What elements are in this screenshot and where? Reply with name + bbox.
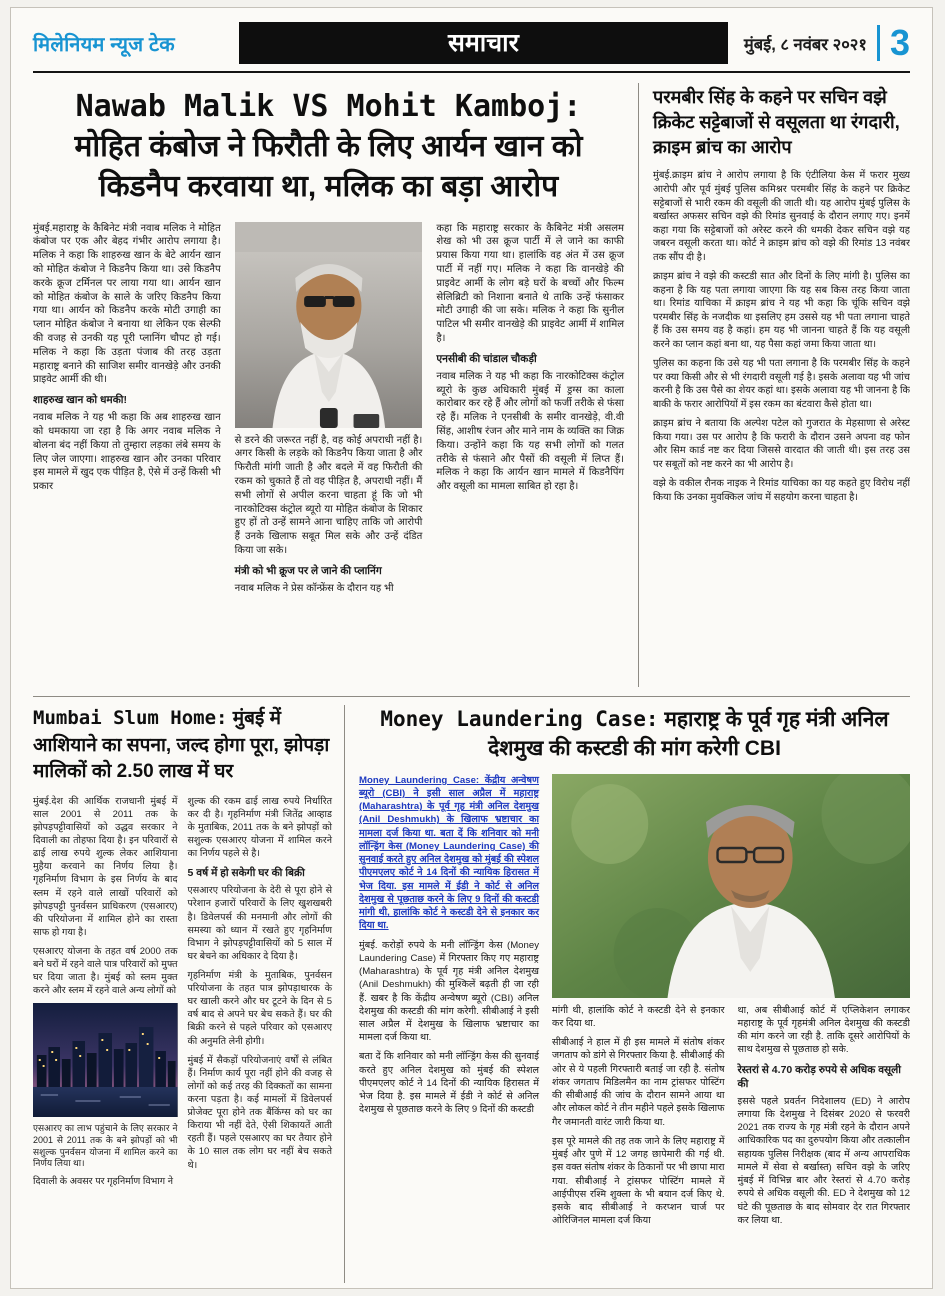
headline-cbi-hi: महाराष्ट्र के पूर्व गृह मंत्री अनिल देशमुख की कस्टडी की मांग करेगी CBI <box>488 708 889 761</box>
photo-anil-deshmukh <box>552 774 910 998</box>
subhead-5-varsh-bikri: 5 वर्ष में हो सकेगी घर की बिक्री <box>187 867 305 880</box>
lead-paragraph: Money Laundering Case: केंद्रीय अन्वेषण ब्यूरो (CBI) ने इसी साल अप्रैल में महाराष्ट्र (Maharashtra) के पूर्व गृह मंत्री अनिल देशमुख (Anil Deshmukh) के खिलाफ भ्रष्टाचार का मामला दर्ज किया था. बता दें कि शनिवार को मनी लॉन्ड्रिंग केस (Money Laundering Case) की सुनवाई करते हुए अनिल देशमुख को मुंबई की स्पेशल पीएमएलए कोर्ट ने 14 दिनों की न्यायिक हिरासत में भेज दिया. इस मामले में ईडी ने कोर्ट से अनिल देशमुख से पूछताछ करने के लिए 9 दिनों की कस्टडी मांगी थी, हालांकि कोर्ट ने कस्टडी देने से इनकार कर दिया था. <box>359 774 539 932</box>
section-banner: समाचार <box>239 22 728 64</box>
headline-main <box>39 87 618 208</box>
main-story-col-3 <box>436 222 624 602</box>
photo-caption: एसआरए का लाभ पहुंचाने के लिए सरकार ने 2001 से 2011 तक के बने झोपड़ों को भी सशुल्क पुनर्वसन योजना में शामिल करने का निर्णय लिया था। <box>33 1123 178 1169</box>
paragraph: मुंबई में सैकड़ों परियोजनाएं वर्षों से लंबित हैं। निर्माण कार्य पूरा नहीं होने की वजह से लोगों को कई तरह की दिक्कतों का सामना करना पड़ता है। कई मामलों में डिवेलपर्स प्रोजेक्ट पूरा होने तक बैंकिंग्स को घर का किराया भी नहीं देते, ऐसी शिकायतें आती रहती हैं। पहले एसआरए का घर तैयार होने के 10 साल तक लोग घर नहीं बेच सकते थे। <box>187 1054 332 1171</box>
paragraph: इससे पहले प्रवर्तन निदेशालय (ED) ने आरोप लगाया कि देशमुख ने दिसंबर 2020 से फरवरी 2021 तक राज्य के गृह मंत्री रहने के दौरान अपने आधिकारिक पद का दुरुपयोग किया और तत्कालीन सहायक पुलिस निरीक्षक (बाद में अन्य आपराधिक मामले में सेवा से बर्खास्त) सचिन वझे के जरिए मुंबई में विभिन्न बार और रेस्तरां से 4.70 करोड़ रुपये से अधिक वसूली की. ED ने देशमुख को 12 घंटे की पूछताछ के बाद सोमवार देर रात गिरफ्तार कर लिया था. <box>737 1095 910 1226</box>
headline-slum-hi: मुंबई में आशियाने का सपना, जल्द होगा पूरा, झोपड़ा मालिकों को 2.50 लाख में घर <box>33 708 330 783</box>
photo-nawab-malik <box>235 222 423 428</box>
paragraph: मुंबई.महाराष्ट्र के कैबिनेट मंत्री नवाब मलिक ने मोहित कंबोज पर एक और बेहद गंभीर आरोप लगाया है। मलिक ने कहा कि शाहरुख खान के बेटे आर्यन खान को मोहित कंबोज ने किडनैप किया था। उसे किडनैप करके क्रूज टर्मिनल पर लाया गया था। आर्यन खान को मोहित कंबोज के साले के जरिए किडनैप किया गया था। आर्यन को किडनैप करके मोटी उगाही का प्लान मोहित कंबोज ने बनाया था लेकिन एक सेल्फी की वजह से उनकी यह पूरी प्लानिंग चौपट हो गई। मलिक ने कहा कि उड़ता पंजाब की तरह उड़ता महाराष्ट्र बनाने की साजिश समीर वानखेड़े और उनकी प्राइवेट आर्मी की थी। <box>33 222 221 386</box>
dateline: मुंबई, ८ नवंबर २०२१ <box>743 35 867 54</box>
paragraph: कहा कि महाराष्ट्र सरकार के कैबिनेट मंत्री असलम शेख को भी उस क्रूज पार्टी में ले जाने का काफी प्रयास किया गया था। हालांकि वह अंत में उस क्रूज पार्टी में नहीं गए। मलिक ने कहा कि वानखेड़े की प्राइवेट आर्मी के लोग बड़े घरों के बच्चों और फिल्म सेलिब्रिटी को निशाना बनाते थे ताकि उन्हें फंसाकर मोटी उगाही की जा सके। मलिक ने कहा कि सुनील पाटिल भी समीर वानखेड़े की प्राइवेट आर्मी में शामिल है। <box>436 222 625 344</box>
paragraph: गृहनिर्माण मंत्री के मुताबिक, पुनर्वसन परियोजना के तहत पात्र झोपड़ाधारक के घर खाली करने और घर टूटने के दिन से 5 वर्ष बाद से अपने घर बेच सकते हैं। घर की बिक्री करने से पहले परिवार को एसआरए की अनुमति लेनी होगी। <box>187 969 332 1047</box>
paragraph: मुंबई.क्राइम ब्रांच ने आरोप लगाया है कि एंटीलिया केस में फरार मुख्य आरोपी और पूर्व मुंबई पुलिस कमिश्नर परमबीर सिंह के कहने पर क्रिकेट सट्टेबाजों से भारी रकम की वसूली की जाती थी। यह आरोप मुंबई पुलिस के बर्खास्त अफसर सचिन वझे की रिमांड सुनवाई के दौरान लगाए गए। इनमें कहा गया कि सट्टेबाजों को अरेस्ट करने की धमकी देकर सचिन वझे यह जबरन वसूली करता था। कोर्ट ने क्राइम ब्रांच को वझे की रिमांड 13 नवंबर तक सौंप दी है। <box>653 170 910 263</box>
story-nawab-malik <box>33 83 639 687</box>
section-divider <box>33 696 910 697</box>
main-story-columns <box>33 222 624 602</box>
cbi-col-2 <box>552 1004 725 1234</box>
masthead <box>33 22 910 73</box>
paragraph: दिवाली के अवसर पर गृहनिर्माण विभाग ने <box>33 1176 174 1188</box>
headline-main-en: Nawab Malik VS Mohit Kamboj: <box>75 89 582 124</box>
subhead-shahrukh-dhamki: शाहरुख खान को धमकी! <box>33 394 127 407</box>
paragraph: वझे के वकील रौनक नाइक ने रिमांड याचिका का यह कहते हुए विरोध नहीं किया कि उनका मुवक्किल जांच में सहयोग करना चाहता है। <box>653 478 910 503</box>
paragraph: सीबीआई ने हाल में ही इस मामले में संतोष शंकर जगताप को डांगे से गिरफ्तार किया है. सीबीआई की ओर से ये पहली गिरफ्तारी बताई जा रही है. संतोष शंकर जगताप मिडिलमैन का नाम ट्रांसफर पोस्टिंग की सीबीआई की जांच के दौरान सामने आया था और लोकल कोर्ट ने तीन महीने पहले इसके खिलाफ गैर जमानती वारंट जारी किया था. <box>552 1037 725 1128</box>
slum-story-columns <box>33 795 332 1195</box>
main-story-col-1 <box>33 222 221 602</box>
paragraph: नवाब मलिक ने यह भी कहा कि नारकोटिक्स कंट्रोल ब्यूरो के कुछ अधिकारी मुंबई में ड्रग्स का काला कारोबार कर रहे हैं और लोगों को फर्जी तरीके से फंसा रहे हैं। मलिक ने एनसीबी के समीर वानखेड़े, वी.वी सिंह, आशीष रंजन और माने नाम के व्यक्ति का जिक्र किया। उन्होंने कहा कि यह सभी लोगों को गलत तरीके से फंसाने और पैसों की वसूली में लिप्त हैं। मलिक ने कहा कि आर्यन खान मामले में किडनैपिंग और वसूली का मामला साबित हो रहा है। <box>436 370 625 493</box>
paragraph: नवाब मलिक ने प्रेस कॉन्फ्रेंस के दौरान यह भी <box>234 582 394 594</box>
bottom-section <box>33 705 910 1283</box>
paragraph: मांगी थी, हालांकि कोर्ट ने कस्टडी देने से इनकार कर दिया था. <box>552 1004 725 1030</box>
slum-col-2 <box>188 795 333 1195</box>
story-money-laundering-cbi <box>345 705 910 1283</box>
cbi-text-columns <box>552 1004 910 1234</box>
paragraph: पुलिस का कहना कि उसे यह भी पता लगाना है कि परमबीर सिंह के कहने पर क्या किसी और से भी रंगदारी वसूली गई है। इसके अलावा यह भी जांच करनी है कि उस पैसे का शेयर कहां था। इसके अलावा यह भी जानना है कि बाकी के फरार आरोपियों में इस रकम का बंटवारा कैसे होता था। <box>653 358 910 410</box>
cbi-col-1 <box>359 774 539 1234</box>
paragraph: बता दें कि शनिवार को मनी लॉन्ड्रिंग केस की सुनवाई करते हुए अनिल देशमुख को मुंबई की स्पेशल पीएमएलए कोर्ट ने 14 दिनों की न्यायिक हिरासत में भेज दिया है. इस मामले में ईडी ने कोर्ट से अनिल देशमुख से पूछताछ करने के लिए 9 दिनों की कस्टडी <box>359 1051 539 1116</box>
paragraph: मुंबई.देश की आर्थिक राजधानी मुंबई में साल 2001 से 2011 तक के झोपड़पट्टीवासियों को उद्धव सरकार ने दिवाली का तोहफा दिया है। इन परिवारों से ढाई लाख रुपये शुल्क लेकर आशियाना मुहैया करवाने का निर्णय लिया है। गृहनिर्माण विभाग के इस निर्णय के बाद स्लम में रहने वाले लाखों परिवारों को झोपड़पट्टी पुनर्वसन प्राधिकरण (एसआरए) की परियोजना में शामिल होने का रास्ता साफ हो गया है। <box>33 795 178 938</box>
paragraph: क्राइम ब्रांच ने वझे की कस्टडी सात और दिनों के लिए मांगी है। पुलिस का कहना है कि यह पता लगाया जाएगा कि यह सब किस तरह किया जाता था। रिमांड याचिका में क्राइम ब्रांच ने यह भी कहा कि चूंकि सचिन वझे परमबीर सिंह के नजदीक था इसलिए हम उससे यह भी पता लगाना चाहते हैं कि उस समय वह है कहां। हम यह भी जानना चाहते हैं कि यह वसूली करने का प्लान कहां बना था, यह पैसा कहां जमा किया जाता था। <box>653 271 910 350</box>
headline-main-hi: मोहित कंबोज ने फिरौती के लिए आर्यन खान को किडनैप करवाया था, मलिक का बड़ा आरोप <box>74 130 583 204</box>
headline-cbi-en: Money Laundering Case: <box>380 707 659 731</box>
paragraph: एसआरए योजना के तहत वर्ष 2000 तक बने घरों में रहने वाले पात्र परिवारों को मुफ्त घर दिया जाता है। मुंबई को स्लम मुक्त करने और स्लम में रहने वाले अन्य लोगों को <box>33 945 178 997</box>
paragraph: नवाब मलिक ने यह भी कहा कि अब शाहरुख खान को धमकाया जा रहा है कि अगर नवाब मलिक ने बोलना बंद नहीं किया तो तुम्हारा लड़का लंबे समय के लिए जेल जाएगा। शाहरुख खान और उनका परिवार इस मामले में खुद एक पीड़ित है, ऐसे में उन्हें किसी भी प्रकार <box>33 412 221 493</box>
slum-col-1 <box>33 795 178 1195</box>
paragraph: था, अब सीबीआई कोर्ट में एप्लिकेशन लगाकर महाराष्ट्र के पूर्व गृहमंत्री अनिल देशमुख की कस्टडी की मांग करने जा रही है. ताकि दूसरे आरोपियों के साथ देशमुख से पूछताछ हो सके. <box>737 1004 910 1056</box>
page-frame <box>10 7 933 1289</box>
paragraph: से डरने की जरूरत नहीं है, वह कोई अपराधी नहीं है। अगर किसी के लड़के को किडनैप किया जाता है और फिरौती मांगी जाती है और बदले में वह फिरौती की रकम को चुकाते हैं तो वह पीड़ित है, अपराधी नहीं। मैं सभी लोगों से अपील करना चाहता हूं कि जो भी नारकोटिक्स कंट्रोल ब्यूरो या मोहित कंबोज के शिकार हुए हों तो उन्हें सामने आना चाहिए ताकि जो आरोपी हैं उनके खिलाफ सबूत मिल सके और उन्हें दंडित किया जा सके। <box>234 434 423 556</box>
main-story-col-2 <box>235 222 423 602</box>
paragraph: शुल्क की रकम ढाई लाख रुपये निर्धारित कर दी है। गृहनिर्माण मंत्री जितेंद्र आव्हाड के मुताबिक, 2011 तक के बने झोपड़ों को सशुल्क एसआरए योजना में शामिल करने का निर्णय पहले से है। <box>187 795 332 860</box>
headline-slum <box>33 705 332 786</box>
cbi-story-body <box>359 774 910 1234</box>
headline-cbi <box>363 705 906 764</box>
paragraph: इस पूरे मामले की तह तक जाने के लिए महाराष्ट्र में मुंबई और पुणे में 12 जगह छापेमारी की गई थी. इस वक्त संतोष शंकर के ठिकानों पर भी छापा मारा गया. सीबीआई ने ट्रांसफर पोस्टिंग मामले में आईपीएस रश्मि शुक्ला के भी बयान दर्ज किए थे. इसके बाद सीबीआई ने करप्शन चार्ज पर ओरिजिनल मामला दर्ज किया <box>552 1135 725 1227</box>
paragraph: मुंबई. करोड़ों रुपये के मनी लॉन्ड्रिंग केस (Money Laundering Case) में गिरफ्तार किए गए महाराष्ट्र (Maharashtra) के पूर्व गृह मंत्री अनिल देशमुख (Anil Deshmukh) की मुश्किलें बढ़ती ही जा रही हैं. खबर है कि केंद्रीय अन्वेषण ब्यूरो (CBI) अनिल देशमुख की कस्टडी की मांग करेगी. सीबीआई ने इसी साल अप्रैल में देशमुख के खिलाफ भ्रष्टाचार का मामला दर्ज किया था. <box>359 939 539 1044</box>
cbi-right-area <box>552 774 910 1234</box>
newspaper-logo: मिलेनियम न्यूज टेक <box>33 33 175 56</box>
story-sachin-vaze <box>639 83 910 687</box>
headline-vaze: परमबीर सिंह के कहने पर सचिन वझे क्रिकेट सट्टेबाजों से वसूलता था रंगदारी, क्राइम ब्रांच का आरोप <box>653 87 900 157</box>
cbi-col-3 <box>738 1004 911 1234</box>
subhead-ncb-chaukdi: एनसीबी की चांडाल चौकड़ी <box>436 352 537 365</box>
page-number: 3 <box>877 25 910 61</box>
paragraph: एसआरए परियोजना के देरी से पूरा होने से परेशान हजारों परिवारों के लिए खुशखबरी है। डिवेलपर्स की मनमानी और लोगों की समस्या को ध्यान में रखते हुए गृहनिर्माण विभाग ने झोपड़पट्टीवासियों को 5 साल में घर बेचने का अधिकार दे दिया है। <box>187 885 332 962</box>
top-section <box>33 83 910 687</box>
story-mumbai-slum-home <box>33 705 345 1283</box>
paragraph: क्राइम ब्रांच ने बताया कि अल्पेश पटेल को गुजरात के मेहसाणा से अरेस्ट किया गया। उस पर आरोप है कि फरारी के दौरान उसने अपना वह फोन और सिम कार्ड नष्ट कर दिया जिससे वारदात की जाती थी। इस तरह उस पर सबूतों को नष्ट करने का भी आरोप है। <box>653 418 910 470</box>
subhead-restaurant-vasuli: रेस्तरां से 4.70 करोड़ रुपये से अधिक वसूली की <box>737 1063 901 1090</box>
subhead-cruise-planning: मंत्री को भी क्रूज पर ले जाने की प्लानिंग <box>234 564 382 577</box>
photo-mumbai-skyline <box>33 1003 178 1117</box>
headline-slum-en: Mumbai Slum Home: <box>33 707 228 729</box>
